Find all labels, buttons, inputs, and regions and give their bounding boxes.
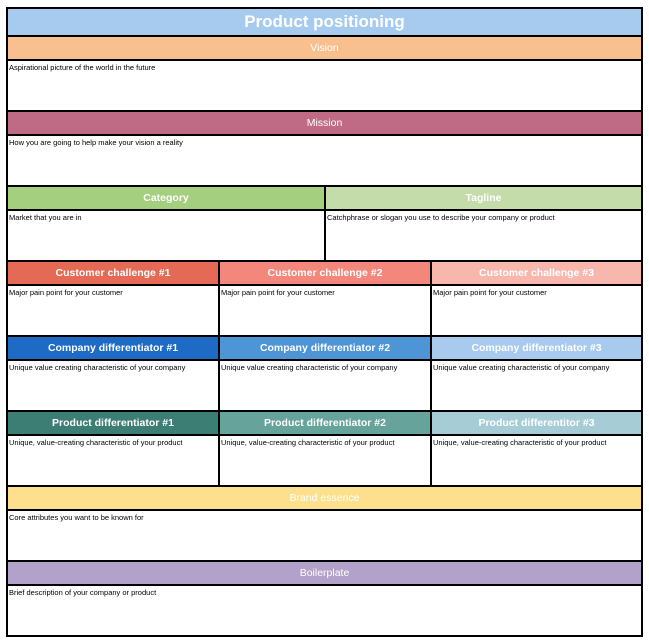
page-title: Product positioning	[8, 9, 643, 37]
product-differentiator-2-header: Product differentiator #2	[220, 412, 432, 436]
customer-challenge-2-cell[interactable]: Major pain point for your customer	[220, 286, 432, 337]
tagline-cell[interactable]: Catchphrase or slogan you use to describe your company or product	[326, 211, 643, 262]
customer-challenge-1-header: Customer challenge #1	[8, 262, 220, 286]
product-differentiator-1-header: Product differentiator #1	[8, 412, 220, 436]
company-differentiator-1-header: Company differentiator #1	[8, 337, 220, 361]
tagline-header: Tagline	[326, 187, 643, 211]
vision-cell[interactable]: Aspirational picture of the world in the future	[8, 61, 643, 112]
brand-essence-cell[interactable]: Core attributes you want to be known for	[8, 511, 643, 562]
product-differentiator-3-cell[interactable]: Unique, value-creating characteristic of your product	[432, 436, 643, 487]
customer-challenge-3-header: Customer challenge #3	[432, 262, 643, 286]
company-differentiator-2-cell[interactable]: Unique value creating characteristic of your company	[220, 361, 432, 412]
customer-challenge-1-cell[interactable]: Major pain point for your customer	[8, 286, 220, 337]
category-cell[interactable]: Market that you are in	[8, 211, 326, 262]
company-differentiator-2-header: Company differentiator #2	[220, 337, 432, 361]
category-header: Category	[8, 187, 326, 211]
positioning-table	[6, 7, 643, 637]
boilerplate-cell[interactable]: Brief description of your company or product	[8, 586, 643, 637]
customer-challenge-3-cell[interactable]: Major pain point for your customer	[432, 286, 643, 337]
brand-essence-header: Brand essence	[8, 487, 643, 511]
product-differentiator-2-cell[interactable]: Unique, value-creating characteristic of your product	[220, 436, 432, 487]
mission-header: Mission	[8, 112, 643, 136]
boilerplate-header: Boilerplate	[8, 562, 643, 586]
company-differentiator-3-header: Company differentiator #3	[432, 337, 643, 361]
product-differentiator-3-header: Product differentitor #3	[432, 412, 643, 436]
product-differentiator-1-cell[interactable]: Unique, value-creating characteristic of your product	[8, 436, 220, 487]
customer-challenge-2-header: Customer challenge #2	[220, 262, 432, 286]
company-differentiator-1-cell[interactable]: Unique value creating characteristic of your company	[8, 361, 220, 412]
mission-cell[interactable]: How you are going to help make your vision a reality	[8, 136, 643, 187]
company-differentiator-3-cell[interactable]: Unique value creating characteristic of your company	[432, 361, 643, 412]
vision-header: Vision	[8, 37, 643, 61]
